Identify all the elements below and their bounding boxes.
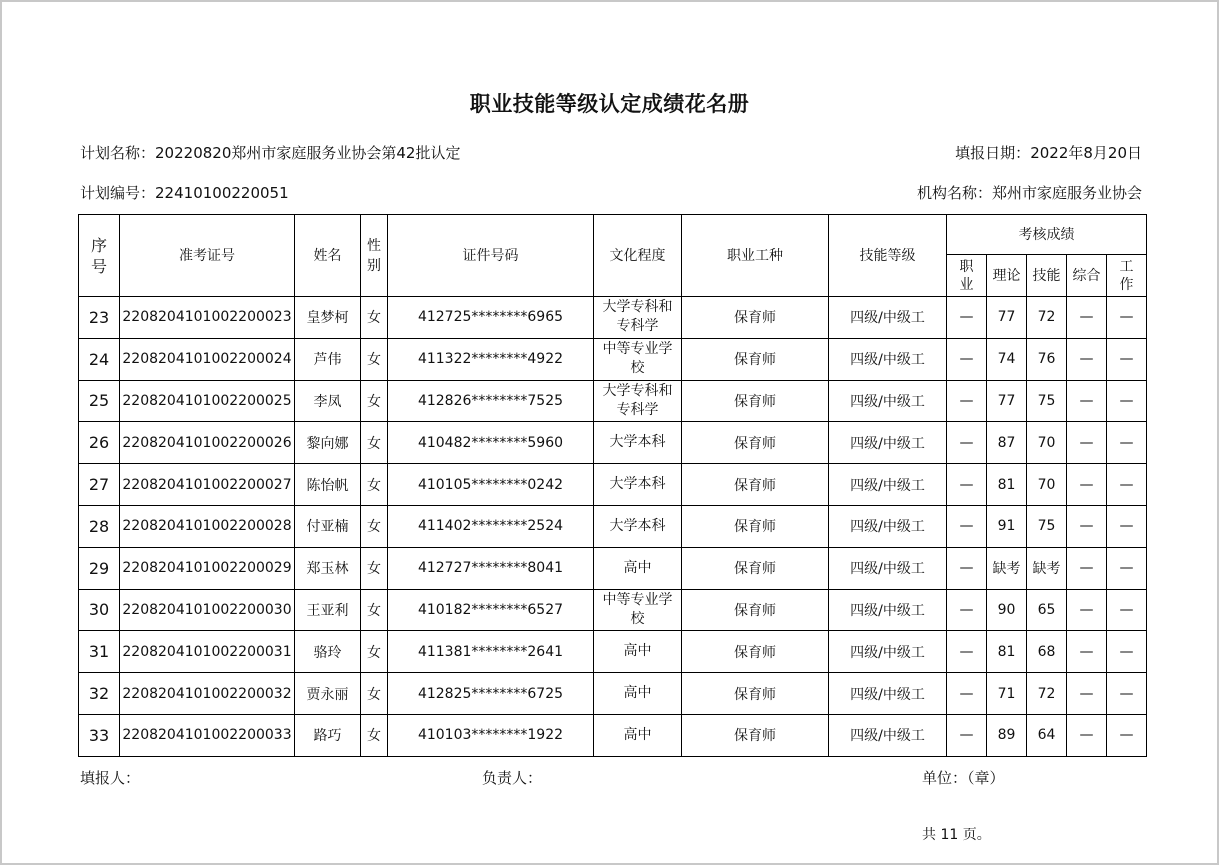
cell-skill: 76 bbox=[1027, 338, 1067, 380]
cell-job: 保育师 bbox=[682, 547, 829, 589]
cell-overall: — bbox=[1067, 714, 1107, 756]
cell-level: 四级/中级工 bbox=[829, 547, 947, 589]
cell-edu: 大学本科 bbox=[594, 505, 682, 547]
cell-level: 四级/中级工 bbox=[829, 714, 947, 756]
cell-level: 四级/中级工 bbox=[829, 505, 947, 547]
cell-ticket: 2208204101002200030 bbox=[120, 589, 295, 631]
cell-level: 四级/中级工 bbox=[829, 464, 947, 506]
cell-edu: 大学专科和专科学 bbox=[594, 380, 682, 422]
cell-vocational: — bbox=[947, 714, 987, 756]
cell-level: 四级/中级工 bbox=[829, 380, 947, 422]
cell-level: 四级/中级工 bbox=[829, 589, 947, 631]
header-gender: 性别 bbox=[361, 215, 388, 297]
header-id: 证件号码 bbox=[388, 215, 594, 297]
cell-seq: 25 bbox=[79, 380, 120, 422]
cell-seq: 29 bbox=[79, 547, 120, 589]
plan-number: 22410100220051 bbox=[155, 184, 289, 202]
cell-ticket: 2208204101002200024 bbox=[120, 338, 295, 380]
cell-gender: 女 bbox=[361, 422, 388, 464]
cell-id: 411381********2641 bbox=[388, 631, 594, 673]
header-seq: 序号 bbox=[79, 215, 120, 297]
organization-name: 郑州市家庭服务业协会 bbox=[991, 184, 1142, 202]
cell-overall: — bbox=[1067, 673, 1107, 715]
header-edu: 文化程度 bbox=[594, 215, 682, 297]
table-row bbox=[79, 338, 1147, 380]
header-theory: 理论 bbox=[987, 255, 1027, 297]
plan-number-line bbox=[80, 182, 289, 203]
cell-ticket: 2208204101002200033 bbox=[120, 714, 295, 756]
fill-date: 2022年8月20日 bbox=[1030, 144, 1142, 162]
cell-ticket: 2208204101002200026 bbox=[120, 422, 295, 464]
cell-name: 路巧 bbox=[295, 714, 361, 756]
cell-gender: 女 bbox=[361, 589, 388, 631]
cell-theory: 74 bbox=[987, 338, 1027, 380]
header-name: 姓名 bbox=[295, 215, 361, 297]
cell-ticket: 2208204101002200025 bbox=[120, 380, 295, 422]
cell-seq: 33 bbox=[79, 714, 120, 756]
cell-overall: — bbox=[1067, 422, 1107, 464]
cell-gender: 女 bbox=[361, 631, 388, 673]
cell-edu: 高中 bbox=[594, 673, 682, 715]
cell-theory: 71 bbox=[987, 673, 1027, 715]
cell-level: 四级/中级工 bbox=[829, 673, 947, 715]
cell-skill: 65 bbox=[1027, 589, 1067, 631]
cell-seq: 23 bbox=[79, 297, 120, 339]
table-row bbox=[79, 589, 1147, 631]
cell-vocational: — bbox=[947, 505, 987, 547]
cell-name: 贾永丽 bbox=[295, 673, 361, 715]
cell-job: 保育师 bbox=[682, 380, 829, 422]
cell-overall: — bbox=[1067, 464, 1107, 506]
cell-id: 410103********1922 bbox=[388, 714, 594, 756]
header-skill: 技能 bbox=[1027, 255, 1067, 297]
cell-id: 410105********0242 bbox=[388, 464, 594, 506]
plan-name: 20220820郑州市家庭服务业协会第42批认定 bbox=[155, 144, 461, 162]
cell-overall: — bbox=[1067, 505, 1107, 547]
cell-name: 李凤 bbox=[295, 380, 361, 422]
cell-job: 保育师 bbox=[682, 589, 829, 631]
header-score-group: 考核成绩 bbox=[947, 215, 1147, 255]
cell-skill: 75 bbox=[1027, 380, 1067, 422]
cell-job: 保育师 bbox=[682, 422, 829, 464]
cell-work: — bbox=[1107, 464, 1147, 506]
cell-seq: 26 bbox=[79, 422, 120, 464]
cell-level: 四级/中级工 bbox=[829, 422, 947, 464]
cell-work: — bbox=[1107, 380, 1147, 422]
page-count: 共 11 页。 bbox=[922, 827, 991, 843]
cell-ticket: 2208204101002200032 bbox=[120, 673, 295, 715]
cell-theory: 缺考 bbox=[987, 547, 1027, 589]
cell-level: 四级/中级工 bbox=[829, 297, 947, 339]
cell-job: 保育师 bbox=[682, 338, 829, 380]
table-row bbox=[79, 673, 1147, 715]
cell-job: 保育师 bbox=[682, 505, 829, 547]
cell-ticket: 2208204101002200027 bbox=[120, 464, 295, 506]
filler-label: 填报人： bbox=[80, 769, 141, 787]
cell-level: 四级/中级工 bbox=[829, 631, 947, 673]
fill-date-label: 填报日期： bbox=[955, 144, 1031, 162]
cell-name: 陈怡帆 bbox=[295, 464, 361, 506]
plan-name-line bbox=[80, 142, 460, 163]
cell-job: 保育师 bbox=[682, 631, 829, 673]
cell-vocational: — bbox=[947, 673, 987, 715]
organization-label: 机构名称： bbox=[916, 184, 992, 202]
table-row bbox=[79, 422, 1147, 464]
cell-job: 保育师 bbox=[682, 673, 829, 715]
cell-job: 保育师 bbox=[682, 464, 829, 506]
cell-seq: 32 bbox=[79, 673, 120, 715]
cell-skill: 72 bbox=[1027, 673, 1067, 715]
cell-seq: 28 bbox=[79, 505, 120, 547]
cell-overall: — bbox=[1067, 547, 1107, 589]
cell-skill: 72 bbox=[1027, 297, 1067, 339]
cell-edu: 大学本科 bbox=[594, 422, 682, 464]
cell-vocational: — bbox=[947, 338, 987, 380]
cell-seq: 24 bbox=[79, 338, 120, 380]
cell-skill: 70 bbox=[1027, 422, 1067, 464]
cell-id: 412725********6965 bbox=[388, 297, 594, 339]
cell-theory: 81 bbox=[987, 464, 1027, 506]
cell-name: 王亚利 bbox=[295, 589, 361, 631]
cell-id: 410182********6527 bbox=[388, 589, 594, 631]
cell-theory: 90 bbox=[987, 589, 1027, 631]
cell-edu: 高中 bbox=[594, 547, 682, 589]
cell-work: — bbox=[1107, 297, 1147, 339]
cell-work: — bbox=[1107, 422, 1147, 464]
cell-skill: 75 bbox=[1027, 505, 1067, 547]
cell-overall: — bbox=[1067, 631, 1107, 673]
cell-ticket: 2208204101002200029 bbox=[120, 547, 295, 589]
header-level: 技能等级 bbox=[829, 215, 947, 297]
cell-gender: 女 bbox=[361, 464, 388, 506]
cell-seq: 30 bbox=[79, 589, 120, 631]
cell-overall: — bbox=[1067, 589, 1107, 631]
table-row bbox=[79, 380, 1147, 422]
header-row-top bbox=[79, 215, 1147, 255]
cell-name: 骆玲 bbox=[295, 631, 361, 673]
fill-date-line bbox=[955, 142, 1142, 163]
cell-ticket: 2208204101002200031 bbox=[120, 631, 295, 673]
organization-line bbox=[917, 182, 1142, 203]
cell-gender: 女 bbox=[361, 505, 388, 547]
cell-vocational: — bbox=[947, 547, 987, 589]
cell-name: 皇梦柯 bbox=[295, 297, 361, 339]
cell-edu: 大学专科和专科学 bbox=[594, 297, 682, 339]
cell-theory: 77 bbox=[987, 297, 1027, 339]
cell-theory: 81 bbox=[987, 631, 1027, 673]
cell-gender: 女 bbox=[361, 673, 388, 715]
header-job: 职业工种 bbox=[682, 215, 829, 297]
cell-vocational: — bbox=[947, 631, 987, 673]
cell-gender: 女 bbox=[361, 714, 388, 756]
cell-theory: 87 bbox=[987, 422, 1027, 464]
cell-gender: 女 bbox=[361, 297, 388, 339]
cell-work: — bbox=[1107, 338, 1147, 380]
responsible-label: 负责人： bbox=[482, 769, 543, 787]
cell-vocational: — bbox=[947, 464, 987, 506]
cell-skill: 缺考 bbox=[1027, 547, 1067, 589]
cell-theory: 77 bbox=[987, 380, 1027, 422]
cell-seq: 27 bbox=[79, 464, 120, 506]
cell-ticket: 2208204101002200023 bbox=[120, 297, 295, 339]
cell-vocational: — bbox=[947, 380, 987, 422]
cell-id: 411402********2524 bbox=[388, 505, 594, 547]
cell-seq: 31 bbox=[79, 631, 120, 673]
cell-job: 保育师 bbox=[682, 714, 829, 756]
table-row bbox=[79, 505, 1147, 547]
cell-gender: 女 bbox=[361, 338, 388, 380]
cell-work: — bbox=[1107, 505, 1147, 547]
cell-edu: 高中 bbox=[594, 714, 682, 756]
cell-skill: 68 bbox=[1027, 631, 1067, 673]
table-row bbox=[79, 631, 1147, 673]
cell-name: 付亚楠 bbox=[295, 505, 361, 547]
cell-name: 郑玉林 bbox=[295, 547, 361, 589]
cell-work: — bbox=[1107, 589, 1147, 631]
cell-vocational: — bbox=[947, 422, 987, 464]
cell-vocational: — bbox=[947, 589, 987, 631]
cell-edu: 中等专业学校 bbox=[594, 338, 682, 380]
unit-stamp-label: 单位：（章） bbox=[922, 769, 1005, 787]
cell-name: 芦伟 bbox=[295, 338, 361, 380]
cell-work: — bbox=[1107, 547, 1147, 589]
cell-work: — bbox=[1107, 714, 1147, 756]
table-row bbox=[79, 297, 1147, 339]
cell-overall: — bbox=[1067, 338, 1107, 380]
cell-gender: 女 bbox=[361, 547, 388, 589]
cell-edu: 中等专业学校 bbox=[594, 589, 682, 631]
score-roster-table bbox=[78, 214, 1147, 757]
cell-id: 412727********8041 bbox=[388, 547, 594, 589]
cell-edu: 高中 bbox=[594, 631, 682, 673]
cell-skill: 64 bbox=[1027, 714, 1067, 756]
cell-level: 四级/中级工 bbox=[829, 338, 947, 380]
cell-work: — bbox=[1107, 673, 1147, 715]
table-row bbox=[79, 464, 1147, 506]
document-title: 职业技能等级认定成绩花名册 bbox=[469, 92, 750, 116]
cell-id: 412825********6725 bbox=[388, 673, 594, 715]
cell-overall: — bbox=[1067, 297, 1107, 339]
cell-job: 保育师 bbox=[682, 297, 829, 339]
cell-overall: — bbox=[1067, 380, 1107, 422]
header-work: 工作 bbox=[1107, 255, 1147, 297]
cell-theory: 91 bbox=[987, 505, 1027, 547]
header-overall: 综合 bbox=[1067, 255, 1107, 297]
cell-gender: 女 bbox=[361, 380, 388, 422]
cell-id: 411322********4922 bbox=[388, 338, 594, 380]
header-vocational: 职业 bbox=[947, 255, 987, 297]
table-row bbox=[79, 547, 1147, 589]
plan-name-label: 计划名称： bbox=[80, 144, 156, 162]
cell-skill: 70 bbox=[1027, 464, 1067, 506]
table-row bbox=[79, 714, 1147, 756]
cell-id: 412826********7525 bbox=[388, 380, 594, 422]
cell-vocational: — bbox=[947, 297, 987, 339]
cell-id: 410482********5960 bbox=[388, 422, 594, 464]
cell-work: — bbox=[1107, 631, 1147, 673]
cell-theory: 89 bbox=[987, 714, 1027, 756]
cell-ticket: 2208204101002200028 bbox=[120, 505, 295, 547]
header-ticket: 准考证号 bbox=[120, 215, 295, 297]
cell-name: 黎向娜 bbox=[295, 422, 361, 464]
cell-edu: 大学本科 bbox=[594, 464, 682, 506]
plan-number-label: 计划编号： bbox=[80, 184, 156, 202]
